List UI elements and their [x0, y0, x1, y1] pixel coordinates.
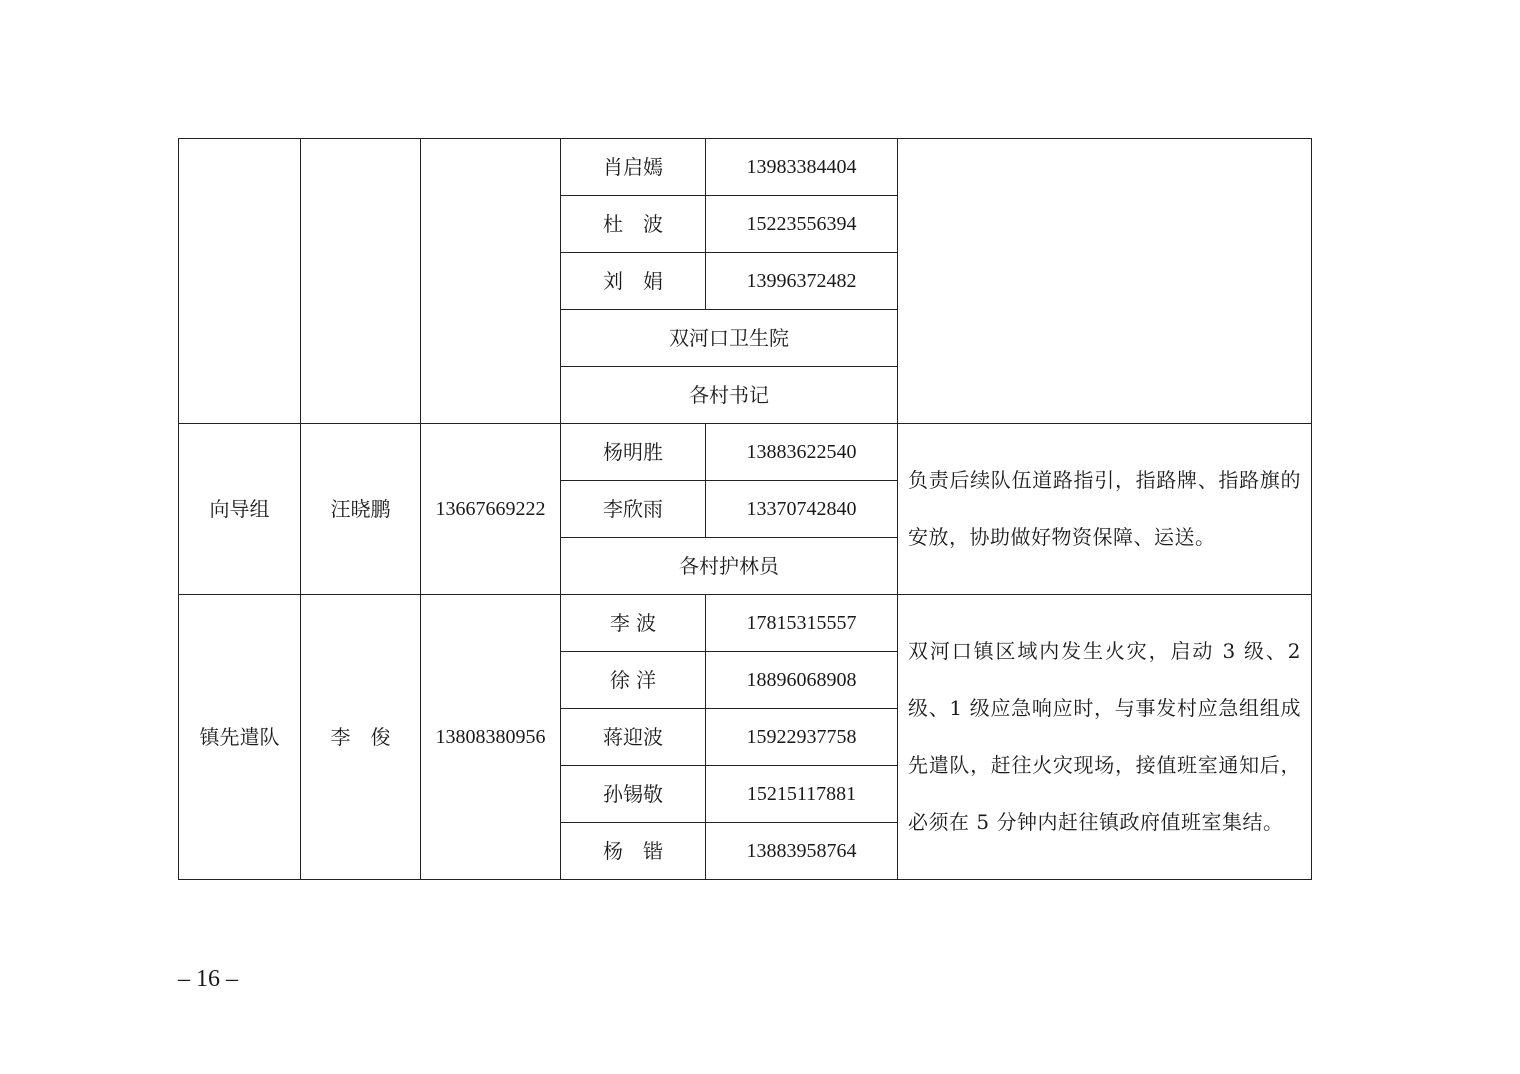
- table-row: [179, 139, 1312, 196]
- member-phone: 13883622540: [706, 424, 898, 481]
- leader-phone-cell: [421, 139, 561, 424]
- table-row: [179, 424, 1312, 481]
- member-name: 蒋迎波: [561, 709, 706, 766]
- member-phone: 13370742840: [706, 481, 898, 538]
- member-name: 李欣雨: [561, 481, 706, 538]
- member-phone: 13996372482: [706, 253, 898, 310]
- member-name: 徐 洋: [561, 652, 706, 709]
- leader-cell: 汪晓鹏: [301, 424, 421, 595]
- group-cell: [179, 139, 301, 424]
- member-phone: 13983384404: [706, 139, 898, 196]
- member-name: 肖启嫣: [561, 139, 706, 196]
- member-phone: 13883958764: [706, 823, 898, 880]
- member-phone: 17815315557: [706, 595, 898, 652]
- member-name: 李 波: [561, 595, 706, 652]
- duty-cell: 双河口镇区域内发生火灾，启动 3 级、2 级、1 级应急响应时，与事发村应急组组成先遣队，赶往火灾现场，接值班室通知后，必须在 5 分钟内赶往镇政府值班室集结。: [898, 595, 1312, 880]
- table-row: [179, 595, 1312, 652]
- duty-cell: [898, 139, 1312, 424]
- page-number: – 16 –: [178, 966, 238, 992]
- leader-cell: [301, 139, 421, 424]
- member-phone: 15215117881: [706, 766, 898, 823]
- unit-cell: 各村护林员: [561, 538, 898, 595]
- unit-cell: 各村书记: [561, 367, 898, 424]
- member-phone: 15922937758: [706, 709, 898, 766]
- leader-phone-cell: 13808380956: [421, 595, 561, 880]
- unit-cell: 双河口卫生院: [561, 310, 898, 367]
- contact-table: [178, 138, 1312, 880]
- member-name: 杨明胜: [561, 424, 706, 481]
- leader-cell: 李 俊: [301, 595, 421, 880]
- member-name: 孙锡敬: [561, 766, 706, 823]
- member-phone: 15223556394: [706, 196, 898, 253]
- member-phone: 18896068908: [706, 652, 898, 709]
- member-name: 杨 锴: [561, 823, 706, 880]
- member-name: 杜 波: [561, 196, 706, 253]
- group-cell: 向导组: [179, 424, 301, 595]
- duty-cell: 负责后续队伍道路指引，指路牌、指路旗的安放，协助做好物资保障、运送。: [898, 424, 1312, 595]
- group-cell: 镇先遣队: [179, 595, 301, 880]
- member-name: 刘 娟: [561, 253, 706, 310]
- leader-phone-cell: 13667669222: [421, 424, 561, 595]
